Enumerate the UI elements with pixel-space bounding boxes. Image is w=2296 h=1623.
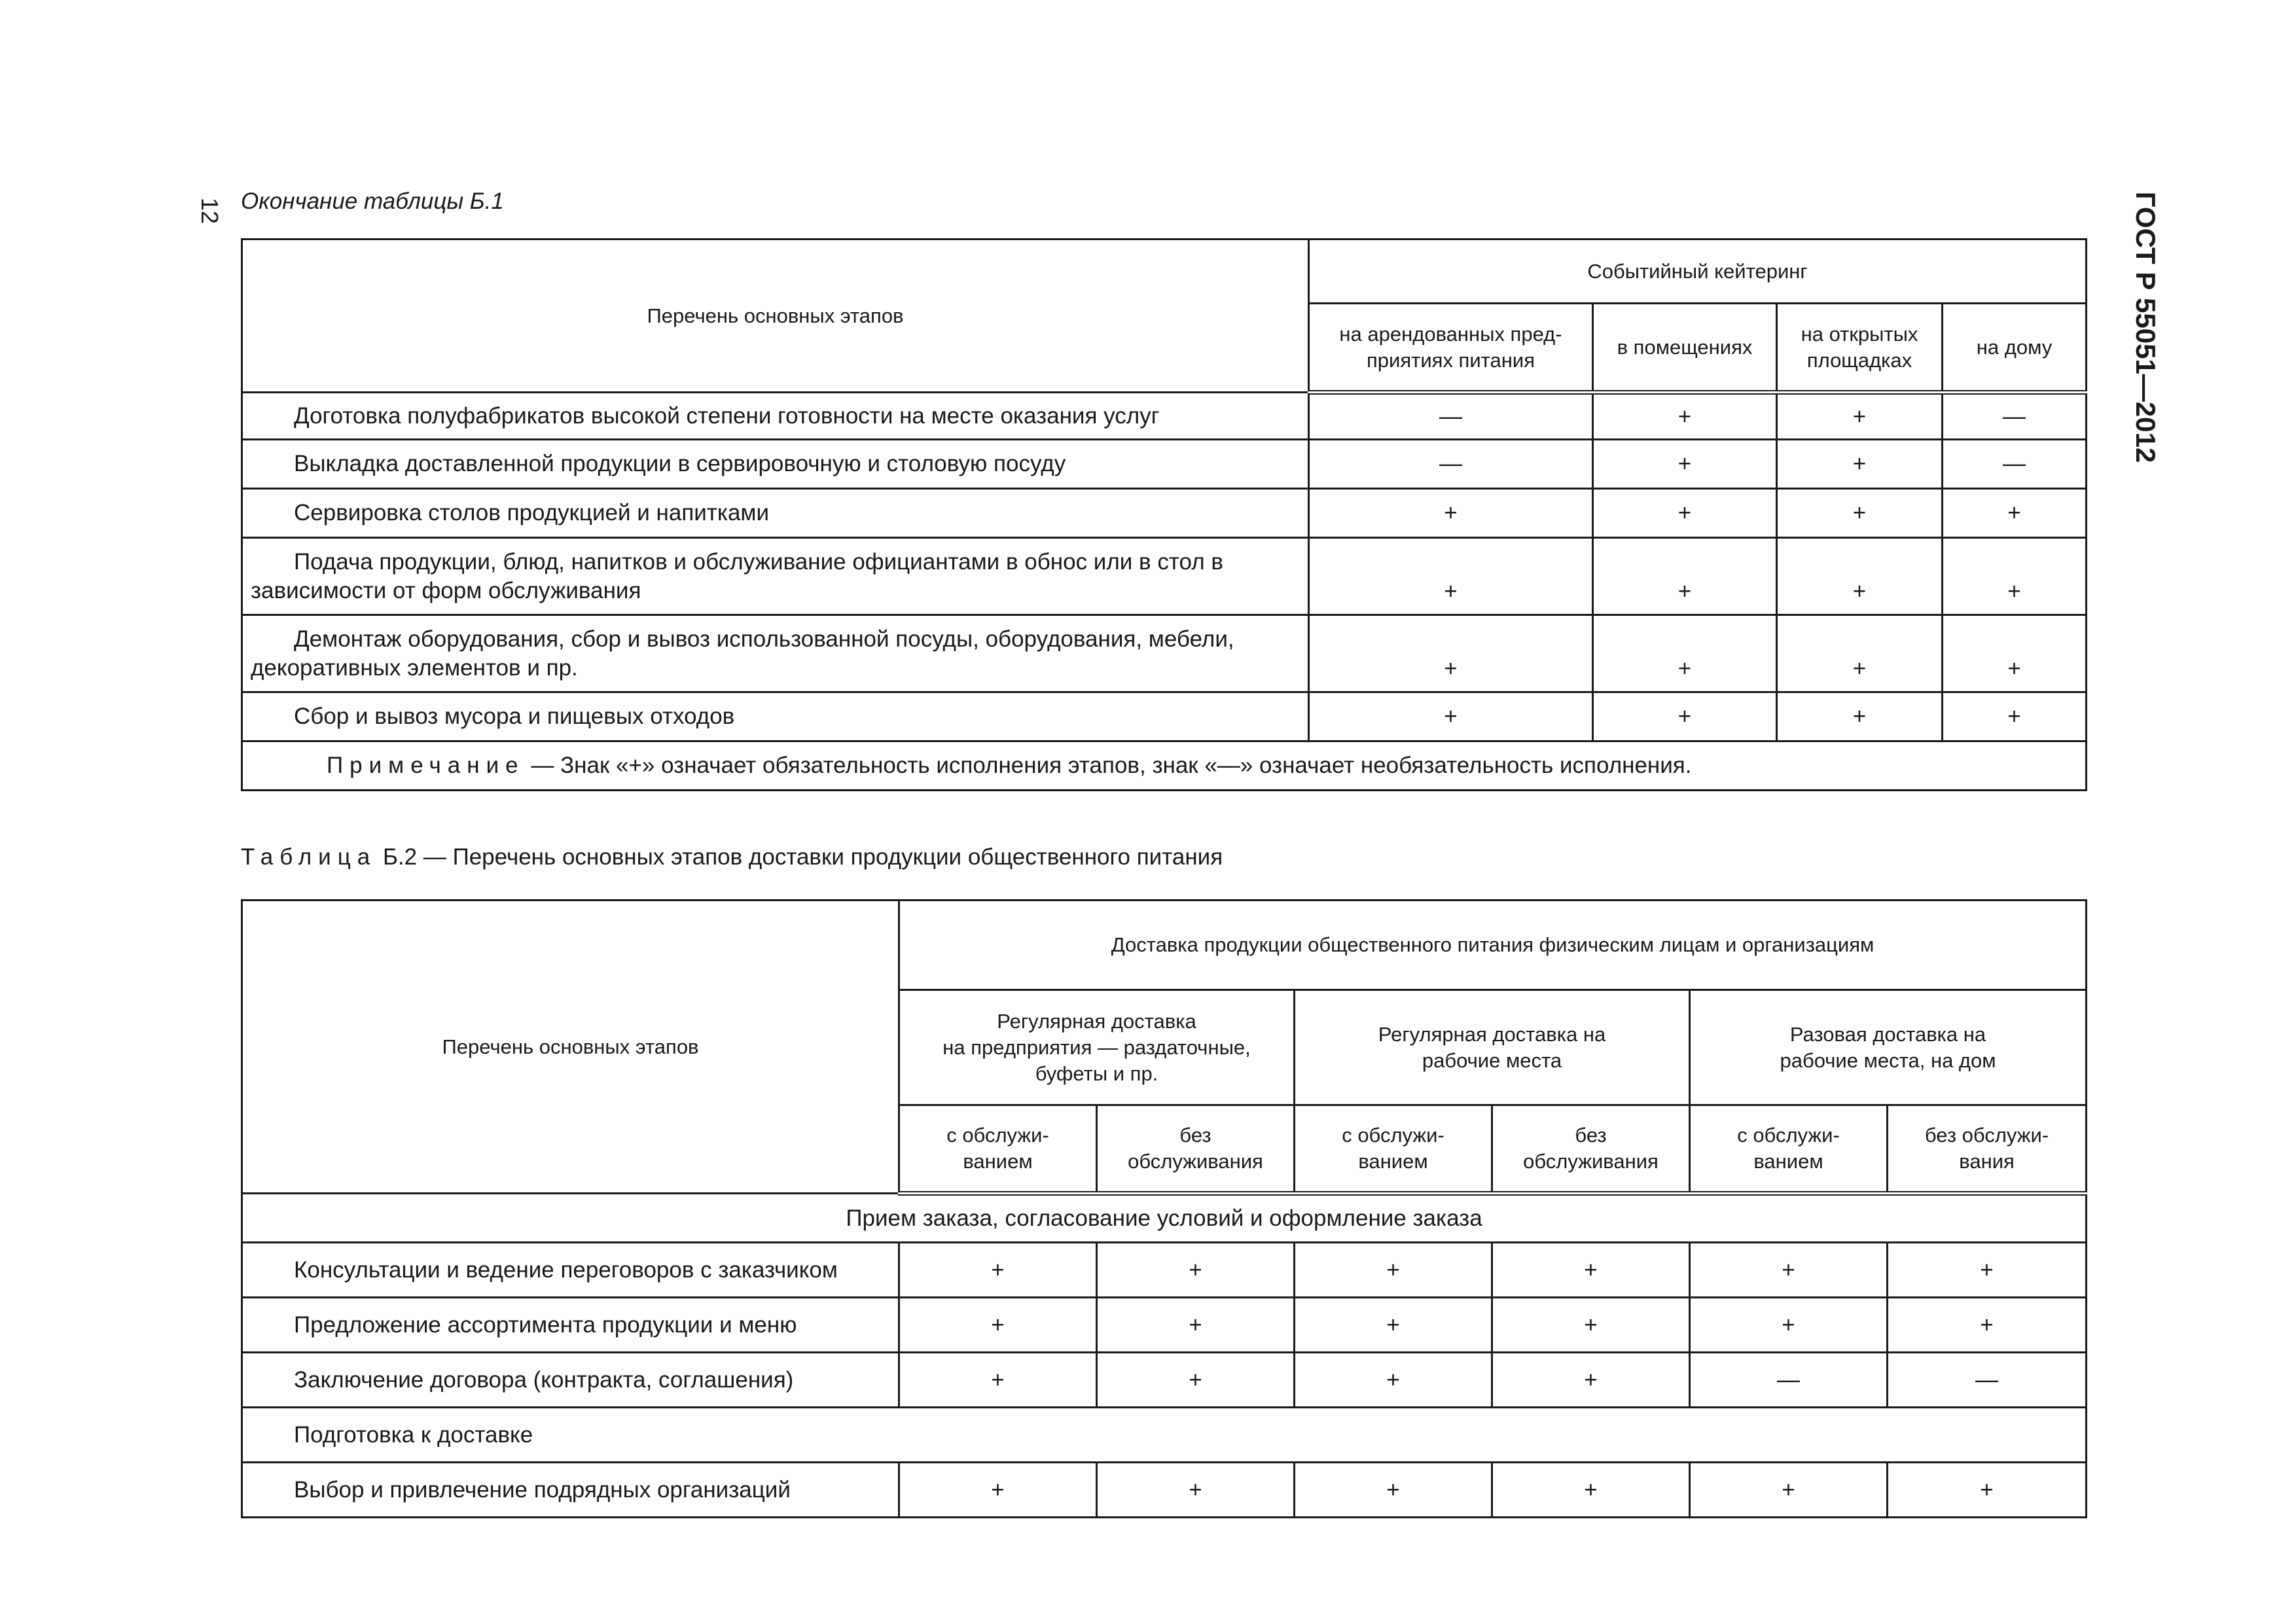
section-heading: Прием заказа, согласование условий и оформление заказа [242, 1194, 2087, 1243]
stage-cell [242, 692, 1309, 741]
mark-cell: + [1943, 692, 2087, 741]
stage-cell [242, 1463, 899, 1518]
mark-cell: + [1777, 615, 1943, 692]
stage-cell [242, 1243, 899, 1298]
mark-cell: + [1888, 1298, 2087, 1353]
table1-caption: Окончание таблицы Б.1 [241, 188, 504, 214]
mark-cell: — [1690, 1353, 1888, 1408]
table-row [242, 1243, 2087, 1298]
mark-cell: + [899, 1353, 1097, 1408]
table-row [242, 1463, 2087, 1518]
mark-cell: + [1690, 1463, 1888, 1518]
mark-cell: + [1492, 1298, 1690, 1353]
mark-cell: + [1309, 692, 1593, 741]
stage-header: Перечень основных этапов [242, 240, 1309, 393]
mark-cell: + [1492, 1353, 1690, 1408]
table2-caption-text: Б.2 — Перечень основных этапов доставки продукции общественного питания [376, 844, 1223, 870]
note-label: Примечание [327, 753, 525, 778]
stage-text: Заключение договора (контракта, соглашения) [294, 1366, 794, 1393]
stage-text: Сервировка столов продукцией и напитками [294, 500, 770, 526]
table-row [242, 440, 2087, 489]
note-text: — Знак «+» означает обязательность исполнения этапов, знак «—» означает необязательность исполнения. [524, 753, 1692, 778]
stage-cell [242, 538, 1309, 615]
stage-cell [242, 489, 1309, 538]
stage-text-line2: зависимости от форм обслуживания [251, 577, 641, 603]
column-header: в помещениях [1593, 304, 1777, 393]
mark-cell: + [1492, 1463, 1690, 1518]
mark-cell: + [899, 1298, 1097, 1353]
mark-cell: + [1777, 440, 1943, 489]
mark-cell: + [1593, 692, 1777, 741]
column-header: с обслужи- ванием [1690, 1105, 1888, 1194]
mark-cell: + [1309, 538, 1593, 615]
mark-cell: + [1295, 1353, 1492, 1408]
page-number: 12 [196, 197, 223, 224]
mark-cell: + [1593, 615, 1777, 692]
stage-cell [242, 393, 1309, 440]
mark-cell: + [1888, 1243, 2087, 1298]
stage-text: Доготовка полуфабрикатов высокой степени готовности на месте оказания услуг [294, 402, 1160, 429]
stage-text: Сбор и вывоз мусора и пищевых отходов [294, 704, 735, 729]
section-heading [242, 1408, 2087, 1463]
section-heading-text: Подготовка к доставке [294, 1421, 533, 1448]
stage-cell [242, 1353, 899, 1408]
table-row [242, 692, 2087, 741]
table-row [242, 1353, 2087, 1408]
mark-cell: + [899, 1463, 1097, 1518]
group-header: Событийный кейтеринг [1309, 240, 2087, 304]
mark-cell: + [1309, 489, 1593, 538]
column-header: на дому [1943, 304, 2087, 393]
table2-caption-label: Таблица [241, 844, 377, 870]
column-header: с обслужи- ванием [899, 1105, 1097, 1194]
stage-text: Предложение ассортимента продукции и меню [294, 1311, 797, 1338]
table-b2 [241, 899, 2087, 1518]
column-header: без обслуживания [1492, 1105, 1690, 1194]
mark-cell: + [1295, 1298, 1492, 1353]
stage-cell [242, 1298, 899, 1353]
subgroup-header: Регулярная доставка на предприятия — раздаточные, буфеты и пр. [899, 990, 1295, 1105]
mark-cell: — [1943, 440, 2087, 489]
mark-cell: + [1309, 615, 1593, 692]
table-note-row [242, 741, 2087, 791]
mark-cell: + [1593, 538, 1777, 615]
stage-cell [242, 615, 1309, 692]
mark-cell: — [1309, 440, 1593, 489]
mark-cell: + [1777, 692, 1943, 741]
mark-cell: — [1943, 393, 2087, 440]
mark-cell: + [1295, 1243, 1492, 1298]
mark-cell: + [1777, 393, 1943, 440]
mark-cell: + [1943, 489, 2087, 538]
standard-code-text: ГОСТ Р 55051—2012 [2130, 191, 2161, 463]
column-header: на открытых площадках [1777, 304, 1943, 393]
mark-cell: + [1097, 1243, 1295, 1298]
mark-cell: + [1593, 393, 1777, 440]
stage-text: Выбор и привлечение подрядных организаций [294, 1476, 791, 1503]
mark-cell: + [1777, 538, 1943, 615]
mark-cell: + [1492, 1243, 1690, 1298]
mark-cell: + [1097, 1463, 1295, 1518]
stage-text: Выкладка доставленной продукции в сервировочную и столовую посуду [294, 451, 1066, 476]
mark-cell: — [1309, 393, 1593, 440]
mark-cell: + [1593, 440, 1777, 489]
column-header: с обслужи- ванием [1295, 1105, 1492, 1194]
stage-text-line1: Подача продукции, блюд, напитков и обслуживание официантами в обнос или в стол в [294, 548, 1223, 575]
column-header: без обслуживания [1097, 1105, 1295, 1194]
table-b1 [241, 238, 2087, 791]
mark-cell: + [1777, 489, 1943, 538]
mark-cell: + [1295, 1463, 1492, 1518]
table-row [242, 615, 2087, 692]
mark-cell: + [899, 1243, 1097, 1298]
mark-cell: + [1097, 1298, 1295, 1353]
column-header: без обслужи- вания [1888, 1105, 2087, 1194]
mark-cell: + [1943, 615, 2087, 692]
mark-cell: — [1888, 1353, 2087, 1408]
table-row [242, 538, 2087, 615]
column-header: на арендованных пред- приятиях питания [1309, 304, 1593, 393]
table-row [242, 1298, 2087, 1353]
section-row [242, 1408, 2087, 1463]
mark-cell: + [1690, 1298, 1888, 1353]
subgroup-header: Регулярная доставка на рабочие места [1295, 990, 1690, 1105]
table-row [242, 489, 2087, 538]
mark-cell: + [1888, 1463, 2087, 1518]
stage-text-line1: Демонтаж оборудования, сбор и вывоз использованной посуды, оборудования, мебели, [294, 626, 1234, 652]
standard-code [2126, 190, 2165, 465]
table-row [242, 393, 2087, 440]
mark-cell: + [1943, 538, 2087, 615]
stage-cell [242, 440, 1309, 489]
mark-cell: + [1593, 489, 1777, 538]
group-header: Доставка продукции общественного питания физическим лицам и организациям [899, 901, 2087, 990]
stage-text: Консультации и ведение переговоров с заказчиком [294, 1257, 838, 1283]
subgroup-header: Разовая доставка на рабочие места, на дом [1690, 990, 2087, 1105]
mark-cell: + [1097, 1353, 1295, 1408]
section-row [242, 1194, 2087, 1243]
table2-caption [241, 844, 1223, 870]
mark-cell: + [1690, 1243, 1888, 1298]
stage-text-line2: декоративных элементов и пр. [251, 654, 578, 681]
table-note [242, 741, 2087, 791]
stage-header: Перечень основных этапов [242, 901, 899, 1194]
